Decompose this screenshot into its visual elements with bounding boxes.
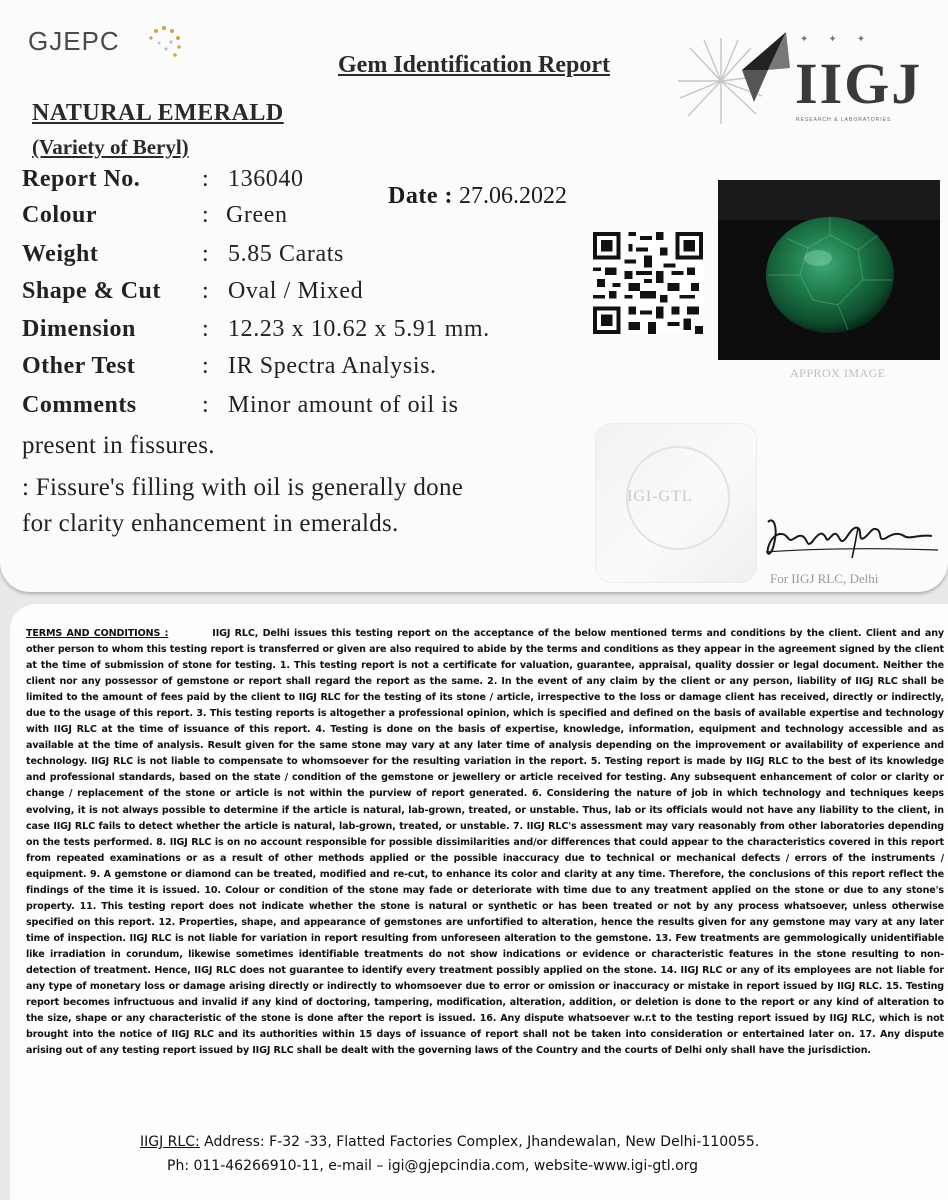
comment-line-1: present in fissures.: [22, 432, 215, 459]
report-card: [0, 0, 948, 592]
field-value: Green: [226, 202, 288, 228]
signature: [762, 508, 940, 568]
stars-icon: ✦✦✦: [800, 34, 886, 45]
field-separator: :: [202, 316, 209, 342]
field-value: 136040: [228, 166, 304, 192]
iigj-brand: IIGJ: [795, 51, 923, 116]
iigj-brand-sub: RESEARCH & LABORATORIES: [796, 117, 892, 123]
terms-body: IIGJ RLC, Delhi issues this testing report on the acceptance of the below mentioned terms and conditions by the client. Client and any other person to whom this testing report is transferred or given are also required to abide by the terms and conditions as they appear in the agreement signed by the client at the time of submission of stone for testing. 1. This testing report is not a certificate for valuation, guarantee, appraisal, quality dossier or legal document. Neither the client nor any possessor of gemstone or report shall regard the report as the same. 2. In the event of any claim by the client or any person, liability of IIGJ RLC shall be limited to the amount of fees paid by the client to IIGJ RLC for the testing of its stone / article, irrespective to the loss or damage client has received, directly or indirectly, due to the usage of this report. 3. This testing reports is altogether a professional opinion, which is specified and defined on the basis of available expertise and technology with IIGJ RLC at the time of issuance of this report. 4. Testing is done on the basis of expertise, knowledge, information, equipment and technology accessible and as available at the time of analysis. Result given for the same stone may vary at any later time of analysis depending on the improvement or availability of experience and technology. IIGJ RLC is not liable to compensate to whomsoever for the resulting variation in the report. 5. Testing report is made by IIGJ RLC to the best of its knowledge and professional standards, based on the state / condition of the gemstone or jewellery or article received for testing. Any subsequent enhancement of color or clarity or change / replacement of the stone or article is not within the purview of report generated. 6. Considering the nature of job in which technology and techniques keeps evolving, it is not always possible to determine if the article is natural, lab-grown, treated, or unstable. Thus, lab or its officials would not have any liability to the client, in case IIGJ RLC fails to detect whether the article is natural, lab-grown, treated, or unstable. 7. IIGJ RLC's assessment may vary reasonably from other laboratories depending on the tests performed. 8. IIGJ RLC is on no account responsible for possible dissimilarities and/or differences that could appear to the characteristics covered in this report from repeated examinations or as a result of other methods applied or the possible inaccuracy due to technical or mechanical defects / errors of the instruments / equipment. 9. A gemstone or diamond can be treated, modified and re-cut, to enhance its color and clarity at any time. Therefore, the conclusions of this report reflect the findings of the time it is issued. 10. Colour or condition of the stone may fade or deteriorate with time due to any treatment applied on the stone or due to any stone's property. 11. This testing report does not indicate whether the stone is natural or synthetic or has been treated or not by any process whatsoever, unless otherwise specified on this report. 12. Properties, shape, and appearance of gemstones are unfortified to alteration, hence the results given for any gemstone may vary at any later time of inspection. IIGJ RLC is not liable for variation in report resulting from unforeseen alteration to the gemstone. 13. Few treatments are gemmologically unidentifiable like irradiation in corundum, likewise sometimes identifiable treatments do not show indications or evidence or characteristic features in the stone resulting to non-detection of treatment. Hence, IIGJ RLC does not guarantee to identify every treatment possibly applied on the stone. 14. IIGJ RLC or any of its employees are not liable for any type of monetary loss or damage arising directly or indirectly to whomsoever due to error or omission or inaccuracy or mistake in report issued by IIGJ RLC. 15. Testing report becomes infructuous and invalid if any kind of doctoring, tampering, modification, alteration, addition, or deletion is done to the report or any kind of alteration to the size, shape or any characteristic of the stone is done after the report is issued. 16. Any dispute whatsoever w.r.t to the testing report issued by IIGJ RLC, which is not brought into the notice of IIGJ RLC and its authorities within 15 days of issuance of report shall not be taken into consideration or entertained later on. 17. Any dispute arising out of any testing report issued by IIGJ RLC shall be dealt with the governing laws of the Country and the courts of Delhi only shall have the jurisdiction.: [26, 628, 944, 1057]
gem-photo: [718, 180, 940, 360]
approx-image-caption: APPROX IMAGE: [790, 366, 886, 380]
field-label: Other Test: [22, 353, 136, 379]
field-value: Oval / Mixed: [228, 278, 364, 304]
footer-lab-label: IIGJ RLC:: [140, 1134, 200, 1150]
footer-contact: Ph: 011-46266910-11, e-mail – igi@gjepcindia.com, website-www.igi-gtl.org: [167, 1158, 699, 1174]
hologram-text: IGI-GTL: [627, 488, 693, 505]
comment-line-2: : Fissure's filling with oil is generally done: [22, 474, 464, 501]
hologram-seal: [596, 424, 756, 582]
field-separator: :: [202, 166, 209, 192]
field-separator: :: [202, 202, 209, 228]
comment-line-3: for clarity enhancement in emeralds.: [22, 510, 399, 537]
field-separator: :: [202, 241, 209, 267]
report-date: [388, 183, 567, 210]
signature-label: For IIGJ RLC, Delhi: [770, 571, 879, 586]
field-label: Dimension: [22, 316, 136, 342]
field-value: 5.85 Carats: [228, 241, 344, 267]
field-separator: :: [202, 353, 209, 379]
date-value: 27.06.2022: [458, 183, 567, 209]
field-separator: :: [202, 278, 209, 304]
iigj-emblem-icon: [734, 30, 794, 106]
field-value: Minor amount of oil is: [228, 392, 459, 418]
field-label: Shape & Cut: [22, 278, 161, 304]
field-separator: :: [202, 392, 209, 418]
terms-title: TERMS AND CONDITIONS :: [26, 628, 169, 639]
gjepc-logo-icon: [142, 22, 186, 66]
footer-address: [140, 1134, 759, 1150]
field-value: 12.23 x 10.62 x 5.91 mm.: [228, 316, 490, 342]
qr-code-icon: [592, 232, 704, 334]
field-label: Report No.: [22, 166, 141, 192]
field-label: Comments: [22, 392, 137, 418]
report-title: Gem Identification Report: [338, 52, 610, 78]
footer-address-text: Address: F-32 -33, Flatted Factories Complex, Jhandewalan, New Delhi-110055.: [204, 1134, 760, 1150]
date-label: Date :: [388, 183, 453, 209]
field-label: Colour: [22, 202, 97, 228]
gem-name: NATURAL EMERALD: [32, 100, 284, 126]
terms-and-conditions: [26, 626, 944, 1059]
field-label: Weight: [22, 241, 99, 267]
gem-variety: (Variety of Beryl): [32, 135, 189, 159]
field-value: IR Spectra Analysis.: [228, 353, 437, 379]
gjepc-logo-text: GJEPC: [28, 26, 120, 56]
